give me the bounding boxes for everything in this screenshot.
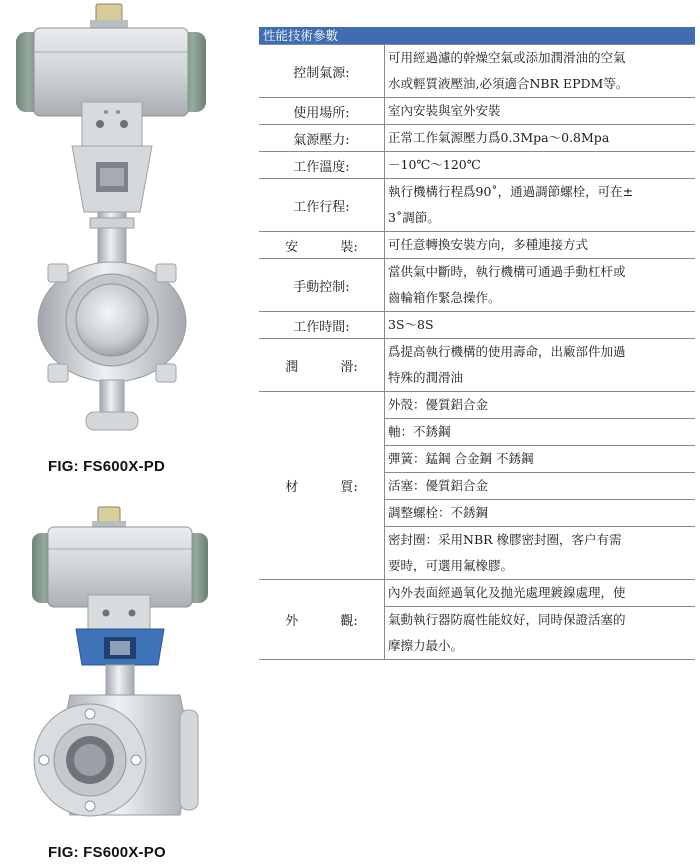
valve-photo-fs600x-pd (10, 2, 215, 442)
spec-label-text: 工作行程: (293, 199, 350, 215)
spec-table-header: 性能技術參數 (259, 27, 695, 44)
spec-label-text: 使用場所: (293, 105, 350, 121)
spec-value-line: 當供氣中斷時，執行機構可通過手動杠杆或 (388, 264, 626, 279)
spec-table (259, 27, 695, 660)
spec-value-line: 要時，可選用氟橡膠。 (388, 558, 514, 573)
spec-label-text: 材 (285, 480, 299, 495)
spec-label-text: 裝: (340, 239, 358, 255)
spec-value-line: －10℃～120℃ (388, 157, 481, 172)
spec-row-air-pressure (259, 125, 695, 152)
appearance-item (385, 607, 695, 659)
spec-value-line: 水或輕質液壓油,必須適合NBR EPDM等。 (388, 76, 629, 91)
spec-value-appearance (385, 580, 695, 659)
spec-value-line: 齒輪箱作緊急操作。 (388, 290, 501, 305)
spec-row-location (259, 98, 695, 125)
spec-row-installation (259, 232, 695, 259)
material-item-shaft (385, 419, 695, 446)
spec-row-control-air (259, 44, 695, 98)
spec-row-temperature (259, 152, 695, 179)
spec-row-lubrication (259, 339, 695, 392)
appearance-item (385, 580, 695, 607)
material-item-piston (385, 473, 695, 500)
figure-caption-fs600x-pd: FIG: FS600X-PD (48, 458, 165, 475)
spec-row-manual-control (259, 259, 695, 312)
spec-value-line: 3S～8S (388, 317, 434, 332)
spec-value-working-time (385, 312, 695, 338)
figure-caption-fs600x-po: FIG: FS600X-PO (48, 844, 166, 861)
spec-value-location (385, 98, 695, 124)
spec-label-text: 外 (285, 614, 299, 629)
spec-label-text: 手動控制: (293, 279, 350, 295)
spec-value-line: 爲提高執行機構的使用壽命，出廠部件加過 (388, 344, 626, 359)
spec-value-line: 3˚調節。 (388, 210, 440, 225)
spec-label-appearance (259, 580, 385, 659)
spec-row-working-time (259, 312, 695, 339)
material-item-seal (385, 527, 695, 579)
spec-label-location (259, 98, 385, 124)
spec-label-text: 工作時間: (293, 319, 350, 335)
spec-value-line: 摩擦力最小。 (388, 638, 464, 653)
material-item-spring (385, 446, 695, 473)
spec-value-line: 彈簧：錳鋼 合金鋼 不銹鋼 (388, 451, 534, 466)
spec-label-stroke (259, 179, 385, 231)
spec-label-text: 安 (285, 239, 299, 255)
valve-photo-fs600x-po (30, 505, 210, 835)
spec-value-air-pressure (385, 125, 695, 151)
spec-value-line: 密封圈：采用NBR 橡膠密封圈，客户有需 (388, 532, 622, 547)
material-item-adjust-bolt (385, 500, 695, 527)
spec-label-air-pressure (259, 125, 385, 151)
spec-value-line: 軸：不銹鋼 (388, 424, 451, 439)
spec-value-temperature (385, 152, 695, 178)
spec-label-installation (259, 232, 385, 258)
spec-label-text: 潤 (285, 359, 299, 375)
spec-row-material (259, 392, 695, 580)
spec-row-stroke (259, 179, 695, 232)
spec-value-line: 可用經過濾的幹燥空氣或添加潤滑油的空氣 (388, 50, 626, 65)
spec-row-appearance (259, 580, 695, 660)
spec-value-lubrication (385, 339, 695, 391)
spec-value-line: 內外表面經過氧化及抛光處理鍍鎳處理，使 (388, 585, 626, 600)
spec-label-control-air (259, 45, 385, 97)
spec-value-line: 室內安裝與室外安裝 (388, 103, 501, 118)
spec-label-text: 工作溫度: (293, 159, 350, 175)
spec-label-working-time (259, 312, 385, 338)
spec-label-text: 觀: (340, 614, 358, 629)
spec-value-line: 正常工作氣源壓力爲0.3Mpa～0.8Mpa (388, 130, 610, 145)
spec-value-line: 調整螺栓：不銹鋼 (388, 505, 489, 520)
spec-label-lubrication (259, 339, 385, 391)
spec-value-manual-control (385, 259, 695, 311)
spec-label-text: 氣源壓力: (293, 132, 350, 148)
spec-value-stroke (385, 179, 695, 231)
spec-value-line: 可任意轉換安裝方向，多種連接方式 (388, 237, 589, 252)
spec-label-material (259, 392, 385, 579)
spec-value-control-air (385, 45, 695, 97)
spec-value-line: 外殼：優質鋁合金 (388, 397, 489, 412)
spec-value-installation (385, 232, 695, 258)
spec-value-line: 氣動執行器防腐性能妏好，同時保證活塞的 (388, 612, 626, 627)
spec-label-manual-control (259, 259, 385, 311)
spec-label-temperature (259, 152, 385, 178)
spec-value-line: 活塞：優質鋁合金 (388, 478, 489, 493)
spec-label-text: 質: (340, 480, 358, 495)
spec-value-material (385, 392, 695, 579)
spec-value-line: 特殊的潤滑油 (388, 370, 464, 385)
spec-label-text: 滑: (340, 359, 358, 375)
spec-value-line: 執行機構行程爲90˚，通過調節螺栓，可在± (388, 184, 634, 199)
spec-label-text: 控制氣源: (293, 65, 350, 81)
material-item-housing (385, 392, 695, 419)
